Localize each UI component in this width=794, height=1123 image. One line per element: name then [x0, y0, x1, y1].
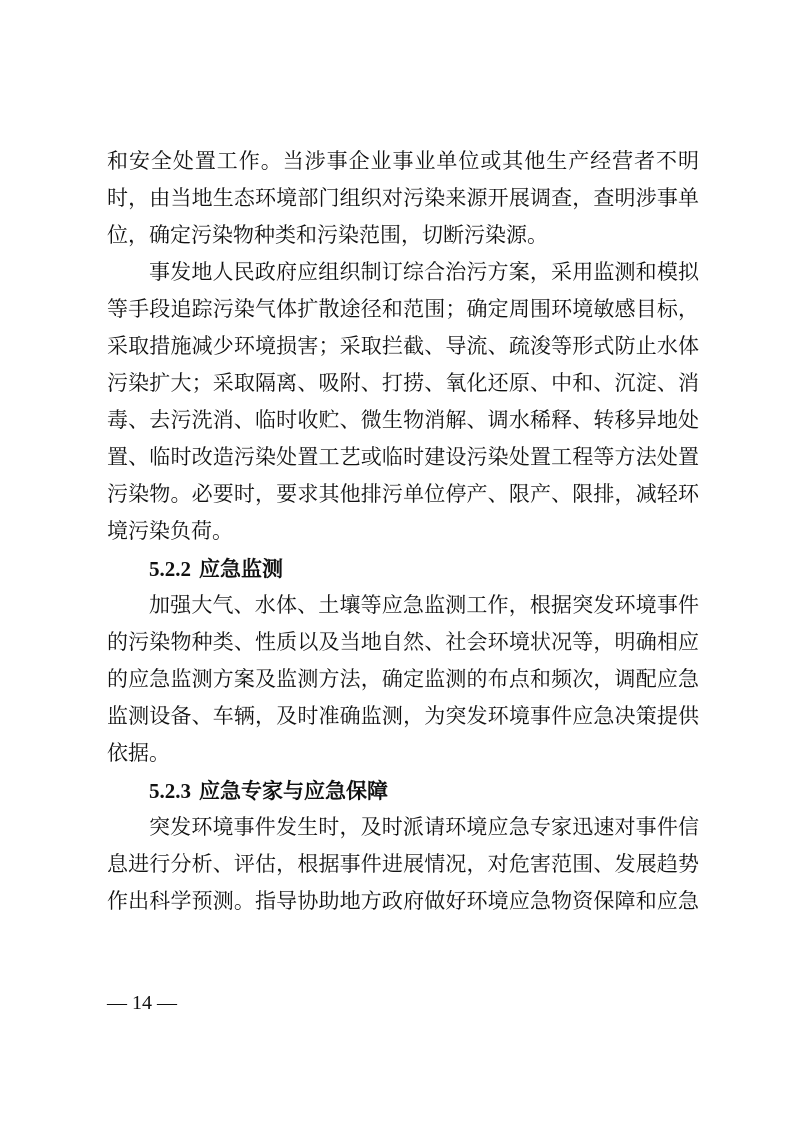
section-title: 应急监测: [199, 556, 283, 581]
paragraph-line: 和安全处置工作。当涉事企业事业单位或其他生产经营者不明: [107, 149, 699, 173]
paragraph-line: 的污染物种类、性质以及当地自然、社会环境状况等，明确相应: [107, 630, 699, 654]
paragraph-line: 作出科学预测。指导协助地方政府做好环境应急物资保障和应急: [107, 889, 699, 913]
paragraph-line: 采取措施减少环境损害；采取拦截、导流、疏浚等形式防止水体: [107, 334, 699, 358]
section-number: 5.2.2: [149, 557, 191, 581]
paragraph-line: 监测设备、车辆，及时准确监测，为突发环境事件应急决策提供: [107, 704, 699, 728]
paragraph-line: 污染物。必要时，要求其他排污单位停产、限产、限排，减轻环: [107, 482, 699, 506]
section-heading-5-2-2: [107, 550, 699, 587]
paragraph-line: 突发环境事件发生时，及时派请环境应急专家迅速对事件信: [149, 815, 699, 839]
paragraph-line: 依据。: [107, 741, 170, 765]
document-body: [107, 143, 699, 920]
paragraph-line: 置、临时改造污染处置工艺或临时建设污染处置工程等方法处置: [107, 445, 699, 469]
paragraph-line: 息进行分析、评估，根据事件进展情况，对危害范围、发展趋势: [107, 852, 699, 876]
paragraph-line: 时，由当地生态环境部门组织对污染来源开展调查，查明涉事单: [107, 186, 699, 210]
section-heading-5-2-3: [107, 772, 699, 809]
paragraph-line: 境污染负荷。: [107, 519, 233, 543]
paragraph-line: 事发地人民政府应组织制订综合治污方案，采用监测和模拟: [149, 260, 699, 284]
paragraph-line: 毒、去污洗消、临时收贮、微生物消解、调水稀释、转移异地处: [107, 408, 699, 432]
section-title: 应急专家与应急保障: [199, 778, 388, 803]
paragraph-line: 等手段追踪污染气体扩散途径和范围；确定周围环境敏感目标，: [107, 297, 699, 321]
page-number: — 14 —: [107, 992, 177, 1014]
paragraph-line: 污染扩大；采取隔离、吸附、打捞、氧化还原、中和、沉淀、消: [107, 371, 699, 395]
paragraph-line: 加强大气、水体、土壤等应急监测工作，根据突发环境事件: [149, 593, 699, 617]
paragraph-line: 的应急监测方案及监测方法，确定监测的布点和频次，调配应急: [107, 667, 699, 691]
paragraph-line: 位，确定污染物种类和污染范围，切断污染源。: [107, 223, 548, 247]
section-number: 5.2.3: [149, 779, 191, 803]
